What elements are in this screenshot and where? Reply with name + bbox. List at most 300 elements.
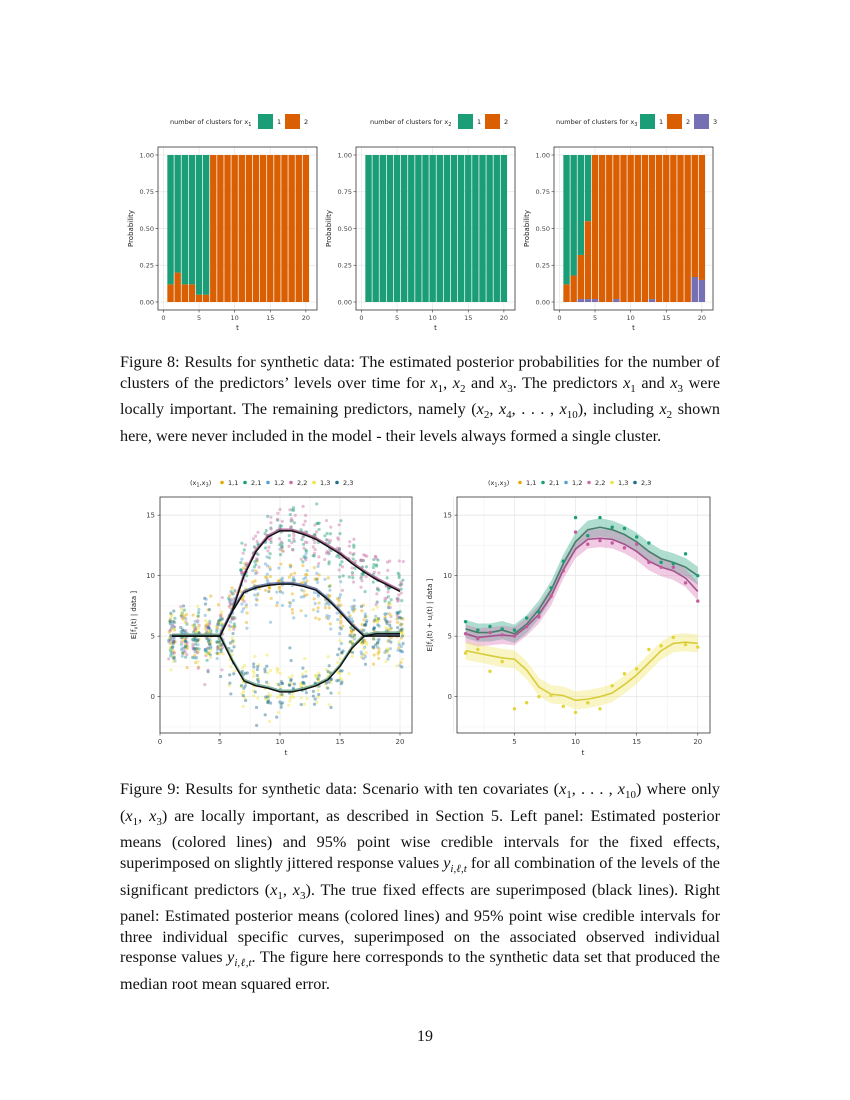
fig9-left-point — [252, 694, 255, 697]
fig8-bar-1 — [394, 155, 400, 302]
fig8-ytick-label: 0.50 — [535, 224, 550, 233]
fig9-left-point — [372, 580, 375, 583]
fig9-left-point — [336, 612, 339, 615]
fig9-left-ylabel-sub: x — [133, 626, 140, 630]
fig9-left-point — [300, 696, 303, 699]
fig9-right-observed-point — [501, 633, 504, 636]
fig9-left-point — [316, 610, 319, 613]
fig9-left-point — [314, 548, 317, 551]
fig8-bar-2 — [167, 284, 173, 302]
fig9-legend-dot — [541, 481, 545, 485]
fig9-left-point — [329, 539, 332, 542]
fig9-left-point — [401, 642, 404, 645]
fig8-bar-2 — [663, 155, 669, 302]
fig9-right-observed-point — [611, 684, 614, 687]
fig9-left-point — [360, 579, 363, 582]
fig9-left-point — [302, 523, 305, 526]
fig9-left-point — [329, 706, 332, 709]
fig8-bar-1 — [174, 155, 180, 273]
fig9-left-point — [242, 687, 245, 690]
fig9-left-xtick-label: 15 — [335, 738, 345, 746]
fig9-left-point — [300, 558, 303, 561]
fig9-left-point — [221, 596, 224, 599]
fig9-left-point — [328, 585, 331, 588]
fig9-left-point — [304, 581, 307, 584]
fig9-left-point — [288, 534, 291, 537]
fig9-left-point — [293, 572, 296, 575]
fig9-left-point — [326, 687, 329, 690]
fig9-left-point — [228, 682, 231, 685]
fig9-left-point — [229, 620, 232, 623]
fig8-xtick-label: 10 — [626, 314, 635, 322]
fig9-right-observed-point — [672, 565, 675, 568]
fig9-left-point — [275, 591, 278, 594]
figure-8-caption: Figure 8: Results for synthetic data: The estimated posterior probabilities for the number of clusters of the predictors’ levels over time for $x_1$, $x_2$ and $x_3$. The predictors $x_1$ and $x_3$ were locally important. The remaining predictors, namely ($x_2$, $x_4$, . . . , $x_{10}$), including $x_2$ shown here, were never included in the model - their levels always formed a single cluster. — [120, 353, 721, 445]
fig9-left-point — [256, 674, 259, 677]
fig9-left-point — [197, 638, 200, 641]
fig9-right-observed-point — [513, 634, 516, 637]
fig9-left-point — [168, 631, 171, 634]
fig9-left-point — [231, 632, 234, 635]
fig9-left-point — [280, 578, 283, 581]
fig9-left-point — [208, 608, 211, 611]
fig9-left-point — [315, 502, 318, 505]
fig8-bar-1 — [196, 155, 202, 295]
fig9-legend-title-sub: 3 — [205, 482, 209, 489]
fig9-left-point — [290, 525, 293, 528]
fig9-left-point — [290, 659, 293, 662]
fig9-left-point — [268, 720, 271, 723]
fig9-left-point — [325, 614, 328, 617]
fig9-left-point — [291, 674, 294, 677]
fig9-left-point — [206, 621, 209, 624]
fig8-bar-2 — [267, 155, 273, 302]
fig8-ytick-label: 0.00 — [535, 298, 550, 307]
fig8-bar-3 — [699, 280, 705, 302]
fig8-ytick-label: 0.25 — [139, 261, 154, 270]
fig9-left-point — [329, 622, 332, 625]
fig9-left-point — [169, 612, 172, 615]
fig9-left-point — [339, 657, 342, 660]
fig9-left-point — [327, 655, 330, 658]
fig8-bar-2 — [578, 255, 584, 299]
fig9-left-point — [172, 640, 175, 643]
fig9-left-point — [387, 606, 390, 609]
fig9-right-observed-point — [574, 516, 577, 519]
fig9-legend-label: 2,2 — [595, 479, 606, 487]
fig9-left-point — [342, 574, 345, 577]
fig9-left-point — [204, 648, 207, 651]
fig8-bar-1 — [578, 155, 584, 255]
fig9-left-point — [217, 603, 220, 606]
fig9-left-point — [318, 528, 321, 531]
fig9-left-point — [291, 611, 294, 614]
fig9-left-point — [364, 663, 367, 666]
fig9-left-point — [304, 552, 307, 555]
fig9-right-observed-point — [525, 616, 528, 619]
fig9-left-point — [313, 597, 316, 600]
fig9-left-point — [363, 624, 366, 627]
fig9-left-point — [337, 691, 340, 694]
fig9-left-point — [336, 653, 339, 656]
fig9-left-point — [362, 629, 365, 632]
fig9-left-point — [243, 600, 246, 603]
fig9-left-point — [265, 529, 268, 532]
fig9-left-point — [383, 613, 386, 616]
fig9-left-point — [192, 613, 195, 616]
fig9-left-point — [385, 651, 388, 654]
fig9-left-point — [371, 645, 374, 648]
fig9-left-point — [386, 569, 389, 572]
fig9-left-point — [227, 624, 230, 627]
fig9-left-point — [302, 547, 305, 550]
fig9-left-point — [280, 546, 283, 549]
fig8-bar-1 — [182, 155, 188, 284]
fig9-left-point — [301, 535, 304, 538]
fig9-legend-label: 2,3 — [641, 479, 652, 487]
fig9-left-point — [400, 616, 403, 619]
fig9-left-point — [373, 653, 376, 656]
fig9-left-point — [256, 668, 259, 671]
fig8-bar-2 — [196, 295, 202, 302]
fig9-legend-label: 1,2 — [274, 479, 285, 487]
fig9-left-point — [281, 520, 284, 523]
fig8-ytick-label: 0.75 — [139, 188, 154, 197]
fig8-bar-1 — [486, 155, 492, 302]
fig9-left-point — [265, 555, 268, 558]
fig9-left-point — [318, 601, 321, 604]
fig9-left-point — [338, 632, 341, 635]
fig9-left-point — [396, 598, 399, 601]
fig9-left-point — [365, 651, 368, 654]
fig8-ytick-label: 0.75 — [337, 188, 352, 197]
fig8-xtick-label: 15 — [266, 314, 275, 322]
fig9-left-point — [276, 601, 279, 604]
fig9-left-point — [303, 657, 306, 660]
fig8-bar-2 — [260, 155, 266, 302]
fig9-right-observed-point — [476, 628, 479, 631]
fig9-right-observed-point — [647, 561, 650, 564]
fig9-right-observed-point — [672, 562, 675, 565]
fig9-left-point — [256, 592, 259, 595]
fig9-left-point — [300, 595, 303, 598]
fig9-left-point — [181, 611, 184, 614]
fig9-left-point — [329, 627, 332, 630]
fig8-xtick-label: 15 — [662, 314, 671, 322]
fig9-right-observed-point — [635, 667, 638, 670]
fig9-left-xtick-label: 5 — [217, 738, 223, 746]
fig8-ytick-label: 0.25 — [337, 261, 352, 270]
fig9-left-point — [241, 666, 244, 669]
fig9-left-point — [317, 595, 320, 598]
fig9-left-point — [182, 618, 185, 621]
fig9-legend-label: 1,1 — [526, 479, 537, 487]
fig9-left-point — [253, 655, 256, 658]
fig9-left-point — [352, 544, 355, 547]
fig9-left-point — [302, 682, 305, 685]
fig9-legend — [488, 479, 651, 489]
fig9-left-point — [292, 537, 295, 540]
fig9-left-point — [252, 675, 255, 678]
fig9-left-point — [216, 641, 219, 644]
fig9-left-point — [360, 609, 363, 612]
fig9-left-point — [315, 572, 318, 575]
fig9-left-point — [269, 694, 272, 697]
fig8-bar-1 — [585, 155, 591, 221]
fig9-left-point — [217, 622, 220, 625]
fig9-right-observed-point — [659, 561, 662, 564]
fig9-left-point — [228, 628, 231, 631]
fig9-left-point — [399, 661, 402, 664]
fig9-left-point — [364, 655, 367, 658]
fig9-left-point — [220, 610, 223, 613]
fig9-left-point — [294, 514, 297, 517]
fig9-left-point — [325, 519, 328, 522]
fig9-left-point — [205, 653, 208, 656]
fig9-left-point — [336, 536, 339, 539]
fig9-left-point — [301, 675, 304, 678]
fig8-bar-2 — [642, 155, 648, 302]
fig8-ytick-label: 0.25 — [535, 261, 550, 270]
fig9-left-point — [229, 665, 232, 668]
fig9-left-point — [313, 703, 316, 706]
fig9-left-point — [397, 611, 400, 614]
fig9-left-point — [338, 672, 341, 675]
fig8-xtick-label: 20 — [499, 314, 509, 322]
fig9-left-point — [231, 640, 234, 643]
fig9-left-point — [196, 660, 199, 663]
fig8-bar-1 — [465, 155, 471, 302]
fig9-left-point — [289, 565, 292, 568]
fig9-left-point — [364, 615, 367, 618]
fig9-left-point — [323, 534, 326, 537]
fig9-legend-dot — [243, 481, 247, 485]
fig9-left-point — [384, 660, 387, 663]
fig9-left-point — [288, 605, 291, 608]
fig9-left-point — [206, 637, 209, 640]
fig9-left-point — [245, 621, 248, 624]
fig9-left-point — [256, 531, 259, 534]
fig9-left-point — [281, 701, 284, 704]
fig9-left-point — [169, 620, 172, 623]
fig8-bar-2 — [288, 155, 294, 302]
fig9-left-point — [318, 618, 321, 621]
fig8-bar-1 — [365, 155, 371, 302]
fig9-left-point — [395, 664, 398, 667]
fig9-left-point — [300, 588, 303, 591]
fig9-left-point — [287, 703, 290, 706]
fig8-bar-2 — [606, 155, 612, 302]
fig9-left-point — [269, 516, 272, 519]
fig9-left-point — [230, 586, 233, 589]
fig9-left-point — [173, 617, 176, 620]
fig9-left-point — [252, 537, 255, 540]
fig9-left-point — [244, 699, 247, 702]
fig9-left-point — [304, 520, 307, 523]
fig9-left-point — [313, 541, 316, 544]
fig9-left-point — [352, 552, 355, 555]
fig9-left-point — [292, 534, 295, 537]
fig9-left-point — [323, 578, 326, 581]
fig9-left-point — [318, 674, 321, 677]
fig9-left-point — [399, 649, 402, 652]
fig8-bar-2 — [635, 155, 641, 302]
fig9-left-point — [275, 604, 278, 607]
fig8-bar-1 — [387, 155, 393, 302]
fig9-right-observed-point — [464, 620, 467, 623]
fig9-left-point — [329, 526, 332, 529]
fig9-left-point — [304, 614, 307, 617]
fig9-left-point — [290, 678, 293, 681]
fig9-left-point — [327, 576, 330, 579]
fig9-left-point — [336, 661, 339, 664]
fig9-left-point — [239, 561, 242, 564]
fig9-right-ylabel-part: x — [429, 638, 436, 642]
fig9-left-point — [242, 694, 245, 697]
fig9-legend-title-end: ) — [506, 479, 510, 487]
fig9-left-point — [317, 562, 320, 565]
fig9-right-observed-point — [696, 599, 699, 602]
fig9-left-point — [279, 553, 282, 556]
fig9-left-point — [388, 654, 391, 657]
fig9-left-point — [170, 623, 173, 626]
fig9-left-xlabel: t — [284, 749, 288, 757]
fig9-left-point — [278, 508, 281, 511]
fig9-left-point — [216, 657, 219, 660]
fig9-left-point — [251, 569, 254, 572]
fig9-left-point — [312, 690, 315, 693]
fig8-xtick-label: 0 — [161, 314, 166, 322]
fig9-left-point — [291, 548, 294, 551]
fig9-left-point — [182, 629, 185, 632]
fig9-left-point — [220, 650, 223, 653]
fig8-legend-label: 1 — [277, 118, 282, 126]
fig9-left-point — [301, 505, 304, 508]
fig8-legend-subscript: 3 — [634, 122, 638, 128]
fig9-left-point — [179, 626, 182, 629]
fig9-left-point — [400, 599, 403, 602]
fig9-left-point — [267, 699, 270, 702]
fig8-legend-subscript: 2 — [448, 122, 452, 128]
fig9-left-point — [255, 557, 258, 560]
fig9-left-point — [305, 691, 308, 694]
fig8-bar-1 — [401, 155, 407, 302]
fig9-left-point — [389, 628, 392, 631]
fig9-left-point — [195, 630, 198, 633]
fig9-left-point — [397, 593, 400, 596]
fig9-left-point — [373, 627, 376, 630]
fig9-left-point — [254, 579, 257, 582]
fig8-ylabel: Probability — [325, 209, 333, 248]
fig9-left-point — [288, 539, 291, 542]
fig9-left-point — [207, 670, 210, 673]
fig8-ytick-label: 1.00 — [139, 151, 154, 160]
fig8-ytick-label: 0.50 — [139, 224, 154, 233]
fig9-left-point — [377, 653, 380, 656]
fig9-left-point — [255, 724, 258, 727]
fig9-left-point — [324, 602, 327, 605]
fig8-bar-2 — [592, 155, 598, 299]
fig9-left-point — [277, 683, 280, 686]
fig8-xtick-label: 5 — [394, 314, 400, 322]
fig9-left-point — [317, 606, 320, 609]
fig8-legend-label: 1 — [659, 118, 664, 126]
fig9-right-observed-point — [659, 565, 662, 568]
fig9-legend-label: 2,2 — [297, 479, 308, 487]
fig9-left-point — [338, 626, 341, 629]
fig9-left-point — [365, 643, 368, 646]
fig8-legend-subscript: 1 — [248, 122, 252, 128]
fig8-ytick-label: 1.00 — [337, 151, 352, 160]
fig9-left-point — [314, 616, 317, 619]
fig9-left-point — [264, 546, 267, 549]
fig9-left-point — [170, 646, 173, 649]
fig9-legend-title: $(x_1,x_3)$ — [190, 479, 212, 489]
fig9-left-point — [275, 716, 278, 719]
fig9-left-point — [287, 545, 290, 548]
fig9-left-point — [254, 690, 257, 693]
fig9-left-point — [209, 649, 212, 652]
fig9-left-point — [253, 593, 256, 596]
fig9-left-point — [372, 558, 375, 561]
fig9-left-point — [305, 593, 308, 596]
fig9-right-ylabel-part: (t) | data ] — [426, 578, 434, 615]
fig8-bar-2 — [699, 155, 705, 280]
fig9-left-ytick-label: 10 — [146, 572, 155, 581]
fig9-left-point — [401, 634, 404, 637]
fig9-left-point — [280, 540, 283, 543]
fig9-left-point — [185, 613, 188, 616]
fig9-left-point — [292, 506, 295, 509]
fig9-left-point — [316, 689, 319, 692]
fig9-left-point — [304, 540, 307, 543]
fig9-left-point — [209, 656, 212, 659]
fig9-left-point — [352, 538, 355, 541]
fig9-left-point — [240, 542, 243, 545]
fig9-left-point — [265, 681, 268, 684]
fig9-left-point — [316, 565, 319, 568]
fig8-bar-2 — [189, 284, 195, 302]
fig9-right-observed-point — [623, 527, 626, 530]
fig8-ytick-label: 1.00 — [535, 151, 550, 160]
fig8-bar-2 — [303, 155, 309, 302]
fig9-legend-dot — [610, 481, 614, 485]
fig9-left-point — [256, 696, 259, 699]
fig9-left-point — [372, 663, 375, 666]
fig9-left-point — [266, 654, 269, 657]
fig9-left-point — [215, 651, 218, 654]
fig9-left-point — [216, 626, 219, 629]
fig8-bar-2 — [217, 155, 223, 302]
fig9-right-observed-point — [611, 526, 614, 529]
fig8-bar-2 — [239, 155, 245, 302]
figure-8 — [120, 108, 730, 340]
fig9-left-point — [218, 640, 221, 643]
fig9-left-point — [288, 684, 291, 687]
fig8-bar-2 — [563, 284, 569, 302]
fig9-left-point — [244, 543, 247, 546]
fig8-bar-2 — [613, 155, 619, 299]
fig9-left-point — [266, 564, 269, 567]
fig9-left-point — [304, 558, 307, 561]
fig9-legend-label: 2,1 — [549, 479, 560, 487]
fig9-legend-label: 1,3 — [320, 479, 331, 487]
fig9-left-point — [204, 602, 207, 605]
fig9-left-point — [300, 609, 303, 612]
fig9-left-point — [375, 557, 378, 560]
fig9-left-point — [328, 589, 331, 592]
fig9-right-observed-point — [586, 534, 589, 537]
